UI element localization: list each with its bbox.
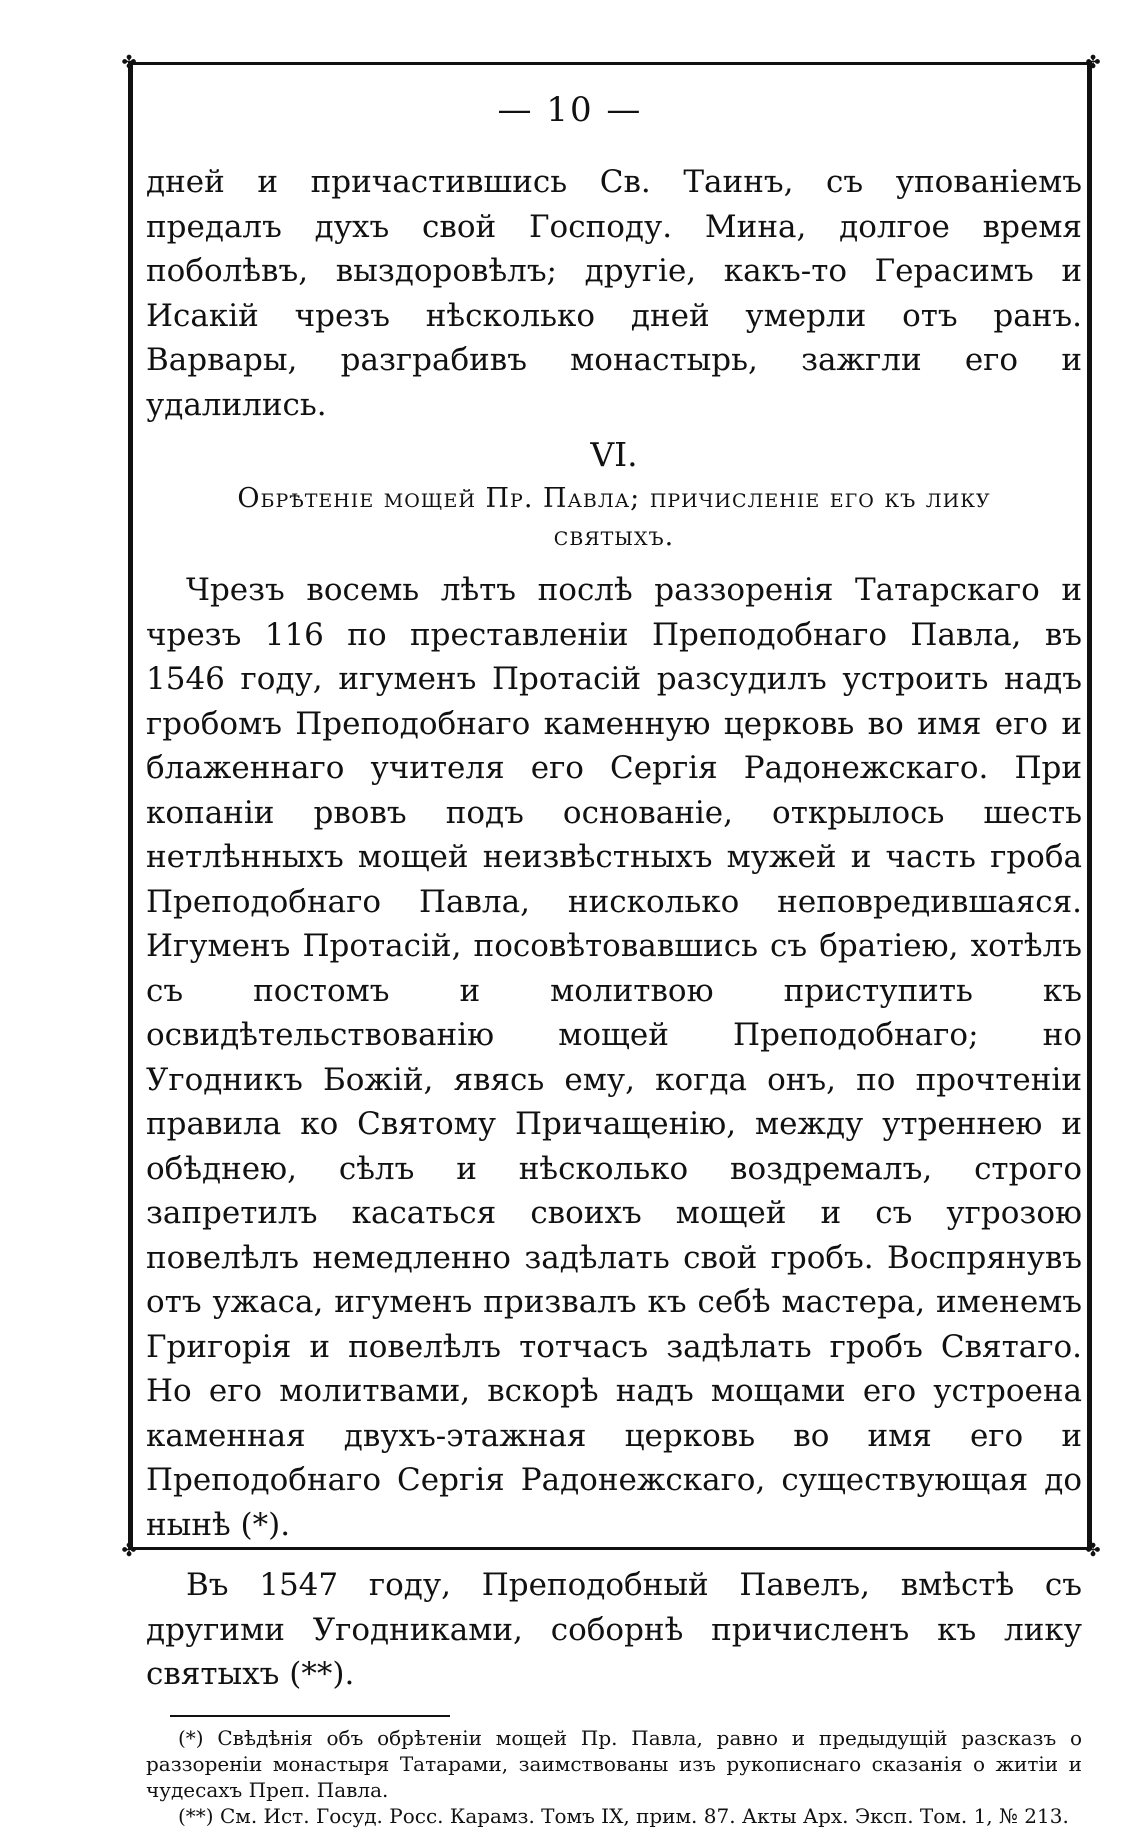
body-paragraph-3: Въ 1547 году, Преподобный Павелъ, вмѣстѣ съ другими Угодниками, соборнѣ причисленъ къ лику святыхъ (**).	[146, 1567, 1082, 1692]
page-content	[146, 160, 1082, 1829]
section-title: Обрѣтеніе мощей Пр. Павла; причисленіе его къ лику святыхъ.	[237, 483, 991, 552]
corner-ornament-bottom-right: ✤	[1085, 1540, 1101, 1561]
page-number: — 10 —	[497, 90, 643, 130]
corner-ornament-top-left: ✤	[121, 52, 137, 73]
section-number: VI.	[590, 435, 638, 474]
corner-ornament-top-right: ✤	[1085, 52, 1101, 73]
footnote-2: (**) См. Ист. Госуд. Росс. Карамз. Томъ IX, прим. 87. Акты Арх. Эксп. Том. 1, № 213.	[178, 1803, 1069, 1828]
footnote-1: (*) Свѣдѣнія объ обрѣтеніи мощей Пр. Павла, равно и предыдущій разсказъ о раззореніи монастыря Татарами, заимствованы изъ рукописнаго сказанія о житіи и чудесахъ Преп. Павла.	[146, 1725, 1082, 1802]
footnote-divider	[170, 1715, 450, 1717]
body-paragraph-1: дней и причастившись Св. Таинъ, съ упованіемъ предалъ духъ свой Господу. Мина, долгое время поболѣвъ, выздоровѣлъ; другіе, какъ-то Герасимъ и Исакій чрезъ нѣсколько дней умерли отъ ранъ. Варвары, разграбивъ монастырь, зажгли его и удалились.	[146, 164, 1082, 423]
corner-ornament-bottom-left: ✤	[121, 1540, 137, 1561]
body-paragraph-2: Чрезъ восемь лѣтъ послѣ раззоренія Татарскаго и чрезъ 116 по преставленіи Преподобнаго Павла, въ 1546 году, игуменъ Протасій разсудилъ устроить надъ гробомъ Преподобнаго каменную церковь во имя его и блаженнаго учителя его Сергія Радонежскаго. При копаніи рвовъ подъ основаніе, открылось шесть нетлѣнныхъ мощей неизвѣстныхъ мужей и часть гроба Преподобнаго Павла, нисколько неповредившаяся. Игуменъ Протасій, посовѣтовавшись съ братіею, хотѣлъ съ постомъ и молитвою приступить къ освидѣтельствованію мощей Преподобнаго; но Угодникъ Божій, явясь ему, когда онъ, по прочтеніи правила ко Святому Причащенію, между утреннею и обѣднею, сѣлъ и нѣсколько воздремалъ, строго запретилъ касаться своихъ мощей и съ угрозою повелѣлъ немедленно задѣлать свой гробъ. Воспрянувъ отъ ужаса, игуменъ призвалъ къ себѣ мастера, именемъ Григорія и повелѣлъ тотчасъ задѣлать гробъ Святаго. Но его молитвами, вскорѣ надъ мощами его устроена каменная двухъ-этажная церковь во имя его и Преподобнаго Сергія Радонежскаго, существующая до нынѣ (*).	[146, 572, 1082, 1543]
paragraph-gap	[146, 1547, 1082, 1563]
